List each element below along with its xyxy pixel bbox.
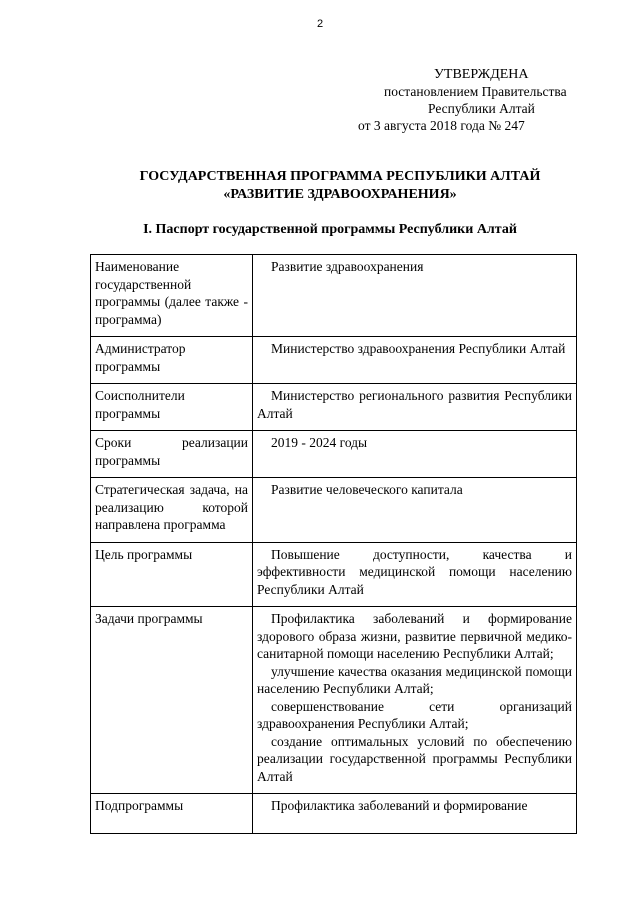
- approval-date: от 3 августа 2018 года № 247: [358, 118, 525, 133]
- value-paragraph: Профилактика заболеваний и формирование здорового образа жизни, развитие первичной медико-санитарной помощи населению Республики Алтай;: [257, 611, 572, 661]
- value-paragraph: Профилактика заболеваний и формирование: [271, 798, 528, 813]
- row-value: [253, 431, 577, 478]
- row-label: Подпрограммы: [91, 794, 253, 834]
- row-value: [253, 607, 577, 794]
- approval-line: постановлением Правительства: [384, 84, 567, 99]
- approval-block: [350, 66, 590, 134]
- row-label: Соисполнители программы: [91, 384, 253, 431]
- page-number: 2: [316, 18, 324, 30]
- row-value: [253, 794, 577, 834]
- table-row: [91, 384, 577, 431]
- table-row: [91, 255, 577, 337]
- value-paragraph: улучшение качества оказания медицинской помощи населению Республики Алтай;: [257, 663, 572, 696]
- row-label: Задачи программы: [91, 607, 253, 794]
- table-row: [91, 431, 577, 478]
- value-paragraph: Развитие здравоохранения: [271, 259, 424, 274]
- row-value: [253, 255, 577, 337]
- row-value: [253, 542, 577, 607]
- row-value: [253, 384, 577, 431]
- approval-heading: УТВЕРЖДЕНА: [434, 67, 529, 82]
- value-paragraph: Министерство здравоохранения Республики Алтай: [271, 341, 566, 356]
- section-title: I. Паспорт государственной программы Республики Алтай: [143, 222, 517, 237]
- row-label: Стратегическая задача, на реализацию которой направлена программа: [91, 478, 253, 543]
- table-row: [91, 607, 577, 794]
- row-label: Администратор программы: [91, 337, 253, 384]
- table-row: [91, 542, 577, 607]
- document-title: [80, 168, 600, 204]
- table-row: [91, 478, 577, 543]
- row-label: Сроки реализации программы: [91, 431, 253, 478]
- value-paragraph: Развитие человеческого капитала: [271, 482, 463, 497]
- row-value: [253, 337, 577, 384]
- row-label: Наименование государственной программы (далее также - программа): [91, 255, 253, 337]
- document-title-line: ГОСУДАРСТВЕННАЯ ПРОГРАММА РЕСПУБЛИКИ АЛТАЙ: [139, 169, 541, 184]
- passport-table: [90, 254, 577, 834]
- value-paragraph: 2019 - 2024 годы: [271, 435, 368, 450]
- row-value: [253, 478, 577, 543]
- value-paragraph: Повышение доступности, качества и эффективности медицинской помощи населению Республики Алтай: [257, 546, 572, 597]
- value-paragraph: Министерство регионального развития Республики Алтай: [257, 388, 572, 421]
- table-row: [91, 794, 577, 834]
- value-paragraph: создание оптимальных условий по обеспечению реализации государственной программы Республики Алтай: [257, 733, 572, 784]
- table-row: [91, 337, 577, 384]
- approval-line: Республики Алтай: [428, 101, 535, 116]
- row-label: Цель программы: [91, 542, 253, 607]
- document-title-line: «РАЗВИТИЕ ЗДРАВООХРАНЕНИЯ»: [223, 187, 457, 202]
- value-paragraph: совершенствование сети организаций здравоохранения Республики Алтай;: [257, 698, 572, 731]
